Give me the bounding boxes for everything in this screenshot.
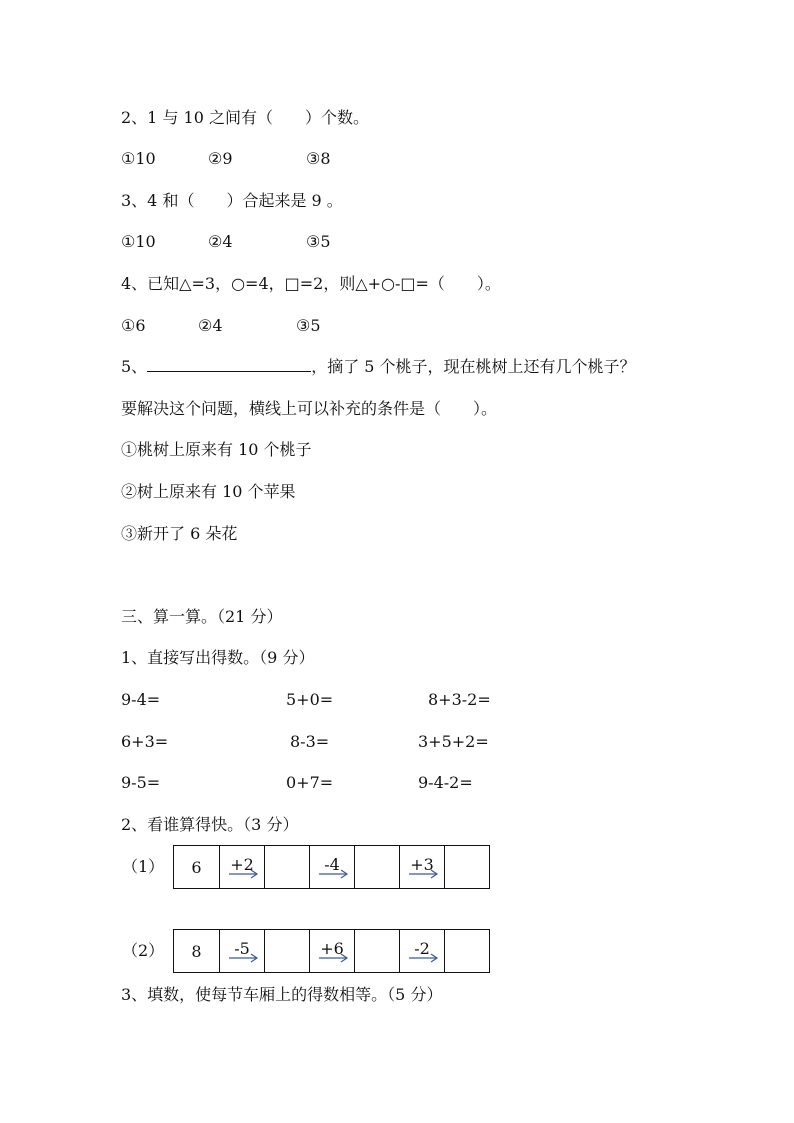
calc-1-3: 8+3-2=: [428, 690, 491, 709]
question-2-option-2: ②9: [208, 149, 233, 168]
question-2-option-1: ①10: [121, 149, 156, 168]
answer-blank-line[interactable]: [147, 357, 311, 372]
question-3-stem: 3、4 和（ ）合起来是 9 。: [121, 191, 343, 210]
chain-2-start: 8: [191, 941, 202, 961]
right-arrow-icon: [409, 869, 439, 879]
question-5-stem: [121, 357, 636, 377]
question-5-option-3: ③新开了 6 朵花: [121, 524, 238, 543]
question-4-option-2: ②4: [198, 316, 223, 335]
chain-1-answer-1[interactable]: [264, 846, 309, 888]
chain-1-start: 6: [191, 857, 202, 877]
chain-1-answer-3[interactable]: [444, 846, 489, 888]
question-2-option-3: ③8: [306, 149, 331, 168]
chain-2-op-2: +6: [309, 930, 354, 972]
right-arrow-icon: [319, 869, 349, 879]
right-arrow-icon: [229, 869, 259, 879]
right-arrow-icon: [409, 953, 439, 963]
calc-2-1: 6+3=: [121, 732, 169, 751]
question-5-line2: 要解决这个问题，横线上可以补充的条件是（ ）。: [121, 399, 498, 418]
question-4-option-3: ③5: [296, 316, 321, 335]
right-arrow-icon: [229, 953, 259, 963]
calc-3-3: 9-4-2=: [418, 773, 473, 792]
chain-2-op-3: -2: [399, 930, 444, 972]
question-4-stem: 4、已知△=3，○=4，□=2，则△+○-□=（ ）。: [121, 274, 501, 293]
part-2-title: 2、看谁算得快。（3 分）: [121, 815, 299, 834]
question-5-prefix: 5、: [121, 357, 148, 376]
chain-1-answer-2[interactable]: [354, 846, 399, 888]
question-3-option-3: ③5: [306, 232, 331, 251]
section-3-title: 三、算一算。（21 分）: [121, 607, 283, 626]
part-1-title: 1、直接写出得数。（9 分）: [121, 648, 315, 667]
chain-2-op-1: -5: [219, 930, 264, 972]
chain-2-answer-2[interactable]: [354, 930, 399, 972]
chain-2-answer-1[interactable]: [264, 930, 309, 972]
right-arrow-icon: [319, 953, 349, 963]
chain-1: [173, 845, 490, 889]
calc-3-2: 0+7=: [286, 773, 334, 792]
chain-1-label: （1）: [122, 857, 165, 876]
calc-3-1: 9-5=: [121, 773, 161, 792]
question-4-option-1: ①6: [121, 316, 146, 335]
chain-2-answer-3[interactable]: [444, 930, 489, 972]
calc-1-2: 5+0=: [286, 690, 334, 709]
question-5-option-1: ①桃树上原来有 10 个桃子: [121, 440, 312, 459]
question-2-stem: 2、1 与 10 之间有（ ）个数。: [121, 108, 369, 127]
calc-2-3: 3+5+2=: [418, 732, 489, 751]
chain-2-label: （2）: [122, 941, 165, 960]
calc-1-1: 9-4=: [121, 690, 161, 709]
chain-1-op-3: +3: [399, 846, 444, 888]
question-5-option-2: ②树上原来有 10 个苹果: [121, 482, 296, 501]
part-3-title: 3、填数，使每节车厢上的得数相等。（5 分）: [121, 985, 443, 1004]
question-3-option-2: ②4: [208, 232, 233, 251]
chain-2: [173, 929, 490, 973]
chain-1-op-1: +2: [219, 846, 264, 888]
calc-2-2: 8-3=: [290, 732, 330, 751]
chain-1-op-2: -4: [309, 846, 354, 888]
question-3-option-1: ①10: [121, 232, 156, 251]
question-5-suffix: ，摘了 5 个桃子，现在桃树上还有几个桃子？: [311, 357, 636, 376]
